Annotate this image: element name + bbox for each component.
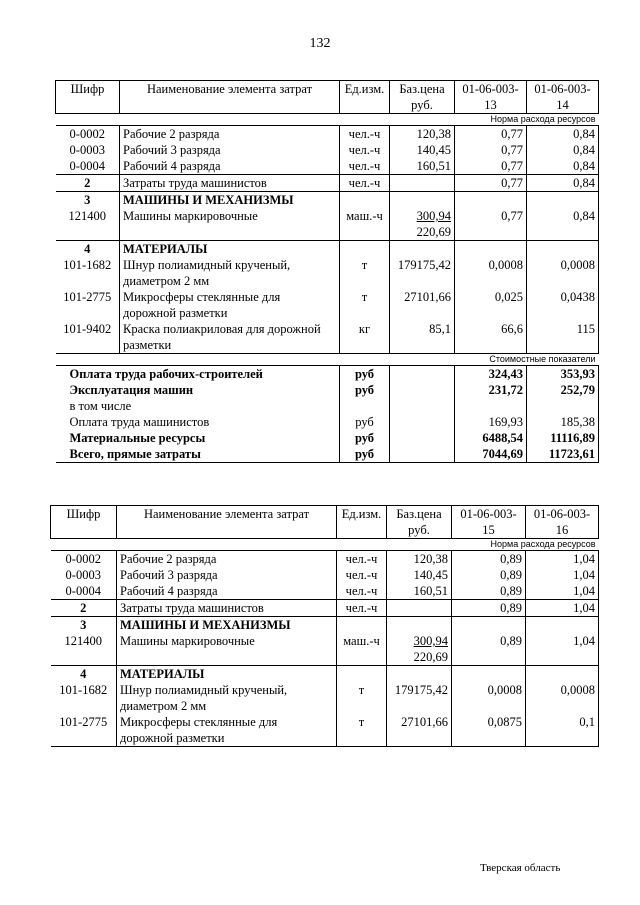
- header-unit: Ед.изм.: [337, 506, 387, 539]
- section-code: 3: [56, 192, 120, 209]
- section-row: [56, 192, 599, 209]
- row-code: 101-1682: [59, 683, 108, 697]
- section-row: [51, 666, 599, 683]
- cost-name: Эксплуатация машин: [69, 383, 194, 397]
- row-unit: чел.-ч: [340, 175, 390, 192]
- header-col1: 01-06-003-15: [452, 506, 526, 539]
- norm-label: Норма расхода ресурсов: [56, 114, 599, 126]
- row-unit: чел.-ч: [337, 583, 387, 600]
- table-header: [51, 506, 599, 539]
- cost-name: Оплата труда машинистов: [69, 415, 210, 429]
- row-unit: чел.-ч: [337, 567, 387, 583]
- row-v2: 1,04: [526, 633, 599, 666]
- cost-v1: 169,93: [455, 414, 527, 430]
- row-v1: 0,77: [455, 208, 527, 241]
- row-v1: 0,89: [452, 583, 526, 600]
- row-price: [390, 208, 455, 241]
- header-col1: 01-06-003-13: [455, 81, 527, 114]
- row-code: 121400: [68, 209, 106, 223]
- row-code: 0-0003: [69, 143, 105, 157]
- header-code: Шифр: [51, 506, 117, 539]
- section-code: 4: [56, 241, 120, 258]
- cost-v2: 353,93: [527, 366, 599, 383]
- row-unit: т: [340, 257, 390, 289]
- row-name: Краска полиакриловая для дорожной разметки: [120, 321, 340, 354]
- cost-name: в том числе: [69, 399, 132, 413]
- norm-label: Норма расхода ресурсов: [51, 539, 599, 551]
- row-v2: 0,1: [526, 714, 599, 747]
- section-title: МАТЕРИАЛЫ: [117, 666, 337, 683]
- row-price: 27101,66: [390, 289, 455, 321]
- cost-row: [56, 414, 599, 430]
- row-name: Рабочий 3 разряда: [117, 567, 337, 583]
- row-v2: 0,84: [527, 175, 599, 192]
- price-secondary: 220,69: [416, 225, 451, 239]
- row-unit: маш.-ч: [337, 633, 387, 666]
- row-v1: 0,0008: [452, 682, 526, 714]
- cost-v1: 231,72: [455, 382, 527, 398]
- row-code: 2: [56, 175, 120, 192]
- header-code: Шифр: [56, 81, 120, 114]
- row-unit: чел.-ч: [337, 551, 387, 568]
- row-v2: 1,04: [526, 567, 599, 583]
- cost-unit: руб: [340, 382, 390, 398]
- row-unit: т: [337, 714, 387, 747]
- row-name: Рабочий 4 разряда: [120, 158, 340, 175]
- section-title: МАШИНЫ И МЕХАНИЗМЫ: [117, 617, 337, 634]
- row-v1: 66,6: [455, 321, 527, 354]
- cost-row: [56, 382, 599, 398]
- row-v1: 0,77: [455, 142, 527, 158]
- row-name: Затраты труда машинистов: [117, 600, 337, 617]
- row-unit: чел.-ч: [337, 600, 387, 617]
- cost-v1: 6488,54: [455, 430, 527, 446]
- row-code: 2: [51, 600, 117, 617]
- row-unit: кг: [340, 321, 390, 354]
- table-row: [56, 126, 599, 143]
- row-code: 101-2775: [51, 714, 117, 747]
- table-row: [51, 633, 599, 666]
- cost-row: [56, 446, 599, 463]
- table-header: [56, 81, 599, 114]
- row-price: 140,45: [387, 567, 452, 583]
- row-price: [387, 633, 452, 666]
- row-v2: 0,0008: [527, 257, 599, 289]
- row-price: 160,51: [390, 158, 455, 175]
- row-name: Микросферы стеклянные для дорожной разметки: [120, 289, 340, 321]
- row-unit: т: [337, 682, 387, 714]
- row-v2: 0,84: [527, 158, 599, 175]
- cost-v1: 324,43: [455, 366, 527, 383]
- table-row: [56, 142, 599, 158]
- row-price: 179175,42: [390, 257, 455, 289]
- row-v2: 0,84: [527, 126, 599, 143]
- table-row: [51, 567, 599, 583]
- section-row: [51, 617, 599, 634]
- cost-v2: 11116,89: [527, 430, 599, 446]
- price-primary: 300,94: [416, 209, 451, 223]
- row-v1: 0,0008: [455, 257, 527, 289]
- price-secondary: 220,69: [413, 650, 448, 664]
- cost-unit: руб: [340, 430, 390, 446]
- row-code: 101-2775: [63, 290, 112, 304]
- row-code: 121400: [64, 634, 102, 648]
- row-price: [390, 175, 455, 192]
- row-name: Машины маркировочные: [117, 633, 337, 666]
- row-unit: чел.-ч: [340, 126, 390, 143]
- header-col2: 01-06-003-14: [527, 81, 599, 114]
- row-price: 120,38: [390, 126, 455, 143]
- row-price: [387, 600, 452, 617]
- resource-table-2: [50, 505, 599, 747]
- header-price: Баз.цена руб.: [390, 81, 455, 114]
- table-row: [56, 208, 599, 241]
- table-row: [51, 682, 599, 714]
- page-number: 132: [309, 36, 331, 51]
- row-v1: 0,77: [455, 158, 527, 175]
- row-v2: 115: [527, 321, 599, 354]
- header-price: Баз.цена руб.: [387, 506, 452, 539]
- section-code: 3: [51, 617, 117, 634]
- cost-row: [56, 366, 599, 383]
- row-code: 0-0004: [69, 159, 105, 173]
- row-name: Машины маркировочные: [120, 208, 340, 241]
- row-unit: маш.-ч: [340, 208, 390, 241]
- cost-unit: руб: [340, 446, 390, 463]
- row-price: 27101,66: [387, 714, 452, 747]
- section-title: МАШИНЫ И МЕХАНИЗМЫ: [120, 192, 340, 209]
- table-row: [56, 175, 599, 192]
- table-row: [51, 714, 599, 747]
- row-v2: 1,04: [526, 551, 599, 568]
- row-v1: 0,0875: [452, 714, 526, 747]
- resource-table-1: [55, 80, 599, 463]
- row-v2: 0,84: [527, 208, 599, 241]
- header-name: Наименование элемента затрат: [120, 81, 340, 114]
- row-code: 0-0004: [65, 584, 101, 598]
- cost-v1: 7044,69: [455, 446, 527, 463]
- cost-v2: 185,38: [527, 414, 599, 430]
- row-v1: 0,89: [452, 633, 526, 666]
- cost-label: Стоимостные показатели: [56, 354, 599, 366]
- row-name: Микросферы стеклянные для дорожной разметки: [117, 714, 337, 747]
- table-row: [56, 257, 599, 289]
- table-row: [56, 158, 599, 175]
- header-col2: 01-06-003-16: [526, 506, 599, 539]
- cost-v2: 11723,61: [527, 446, 599, 463]
- row-v1: 0,89: [452, 567, 526, 583]
- row-code: 0-0003: [65, 568, 101, 582]
- cost-name: Оплата труда рабочих-строителей: [69, 367, 263, 381]
- row-v2: 0,84: [527, 142, 599, 158]
- row-v1: 0,77: [455, 126, 527, 143]
- cost-row: [56, 430, 599, 446]
- cost-unit: руб: [340, 366, 390, 383]
- cost-unit: руб: [340, 414, 390, 430]
- cost-name: Всего, прямые затраты: [56, 446, 340, 463]
- cost-v2: 252,79: [527, 382, 599, 398]
- row-name: Затраты труда машинистов: [120, 175, 340, 192]
- row-code: 101-1682: [63, 258, 112, 272]
- table-row: [51, 583, 599, 600]
- price-primary: 300,94: [413, 634, 448, 648]
- row-code: 0-0002: [65, 552, 101, 566]
- row-code: 0-0002: [69, 127, 105, 141]
- row-price: 140,45: [390, 142, 455, 158]
- row-name: Рабочие 2 разряда: [117, 551, 337, 568]
- header-name: Наименование элемента затрат: [117, 506, 337, 539]
- row-unit: т: [340, 289, 390, 321]
- section-row: [56, 241, 599, 258]
- footer-region: Тверская область: [480, 862, 561, 874]
- row-name: Шнур полиамидный крученый, диаметром 2 мм: [120, 257, 340, 289]
- table-row: [56, 321, 599, 354]
- row-name: Шнур полиамидный крученый, диаметром 2 мм: [117, 682, 337, 714]
- row-code: 101-9402: [63, 322, 112, 336]
- row-v2: 0,0438: [527, 289, 599, 321]
- row-v2: 1,04: [526, 600, 599, 617]
- section-title: МАТЕРИАЛЫ: [120, 241, 340, 258]
- row-v2: 0,0008: [526, 682, 599, 714]
- row-v1: 0,89: [452, 551, 526, 568]
- row-price: 85,1: [390, 321, 455, 354]
- row-v1: 0,77: [455, 175, 527, 192]
- row-unit: чел.-ч: [340, 142, 390, 158]
- row-v1: 0,025: [455, 289, 527, 321]
- cost-row: [56, 398, 599, 414]
- row-name: Рабочие 2 разряда: [120, 126, 340, 143]
- row-name: Рабочий 3 разряда: [120, 142, 340, 158]
- row-unit: чел.-ч: [340, 158, 390, 175]
- row-name: Рабочий 4 разряда: [117, 583, 337, 600]
- row-v1: 0,89: [452, 600, 526, 617]
- row-v2: 1,04: [526, 583, 599, 600]
- table-row: [56, 289, 599, 321]
- section-code: 4: [51, 666, 117, 683]
- cost-name: Материальные ресурсы: [69, 431, 206, 445]
- row-price: 120,38: [387, 551, 452, 568]
- header-unit: Ед.изм.: [340, 81, 390, 114]
- table-row: [51, 600, 599, 617]
- table-row: [51, 551, 599, 568]
- row-price: 160,51: [387, 583, 452, 600]
- row-price: 179175,42: [387, 682, 452, 714]
